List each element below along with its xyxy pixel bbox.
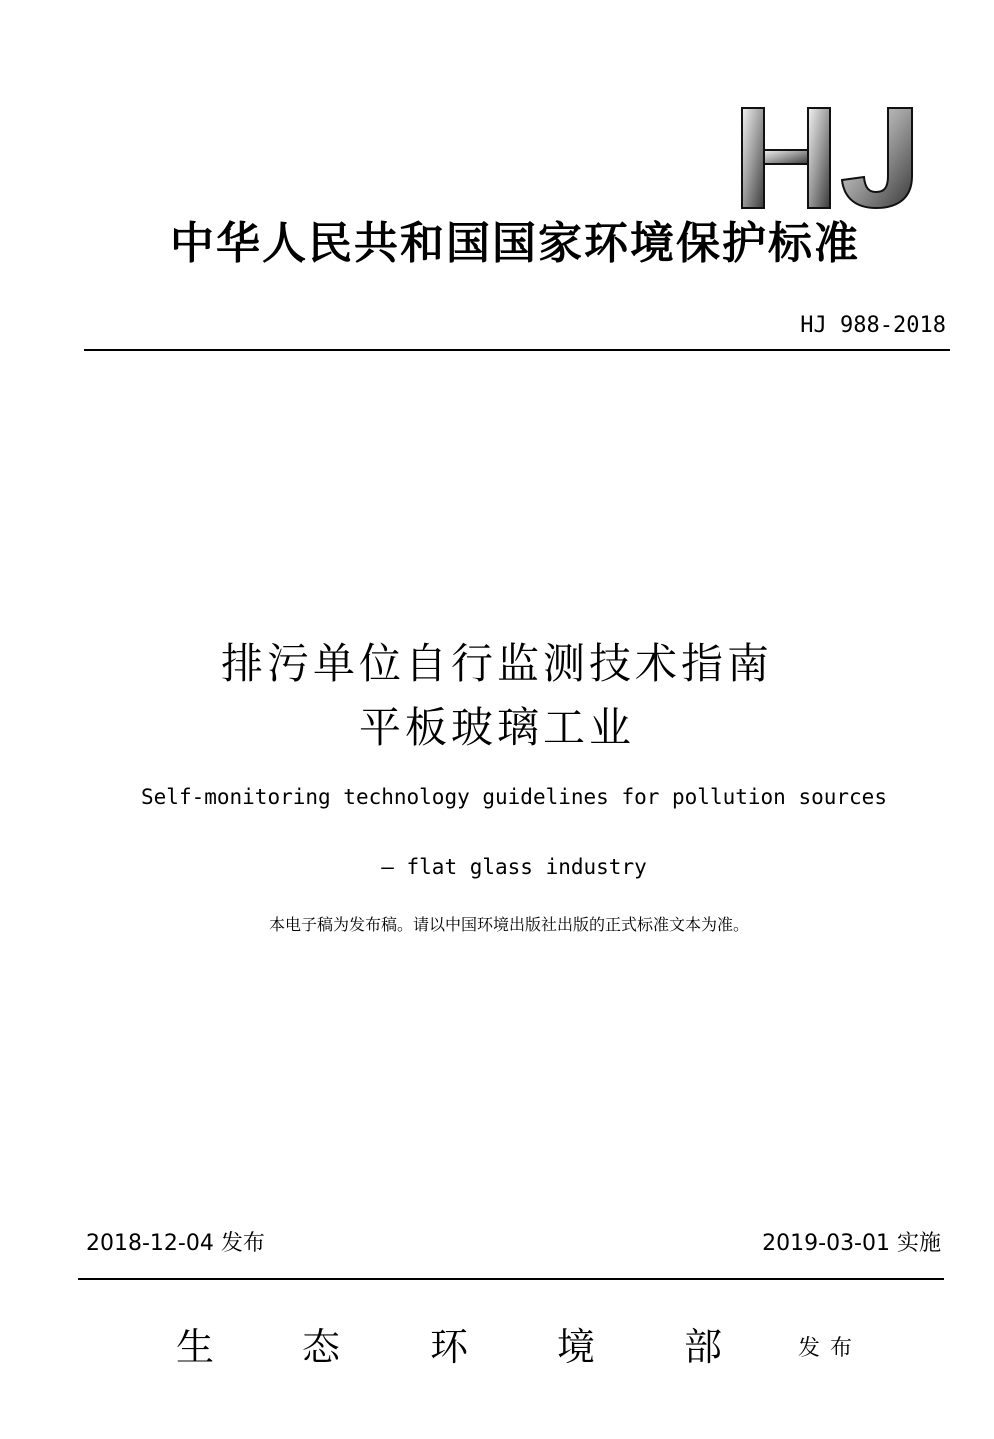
publisher-name-char: 生 bbox=[176, 1325, 215, 1369]
standard-number: HJ 988-2018 bbox=[800, 313, 946, 338]
issue-date: 2018-12-04 发布 bbox=[86, 1231, 265, 1256]
publisher-name-char: 部 bbox=[684, 1325, 723, 1369]
publisher-name-char: 环 bbox=[430, 1325, 469, 1369]
document-title-cn-line1: 排污单位自行监测技术指南 bbox=[220, 639, 773, 688]
document-title-en-line2: — flat glass industry bbox=[381, 855, 647, 879]
standard-title: 中华人民共和国国家环境保护标准 bbox=[170, 218, 860, 269]
document-title-en-line1: Self-monitoring technology guidelines for pollution sources bbox=[141, 785, 887, 809]
effective-date: 2019-03-01 实施 bbox=[762, 1231, 941, 1256]
publisher-name-char: 态 bbox=[302, 1325, 341, 1369]
document-title-cn-line2: 平板玻璃工业 bbox=[358, 703, 635, 752]
publish-label: 发布 bbox=[798, 1336, 863, 1361]
header-divider bbox=[84, 349, 950, 351]
publisher-name-char: 境 bbox=[557, 1325, 596, 1369]
hj-logo bbox=[736, 104, 922, 212]
draft-notice: 本电子稿为发布稿。请以中国环境出版社出版的正式标准文本为准。 bbox=[268, 915, 749, 934]
footer-divider bbox=[78, 1278, 944, 1280]
